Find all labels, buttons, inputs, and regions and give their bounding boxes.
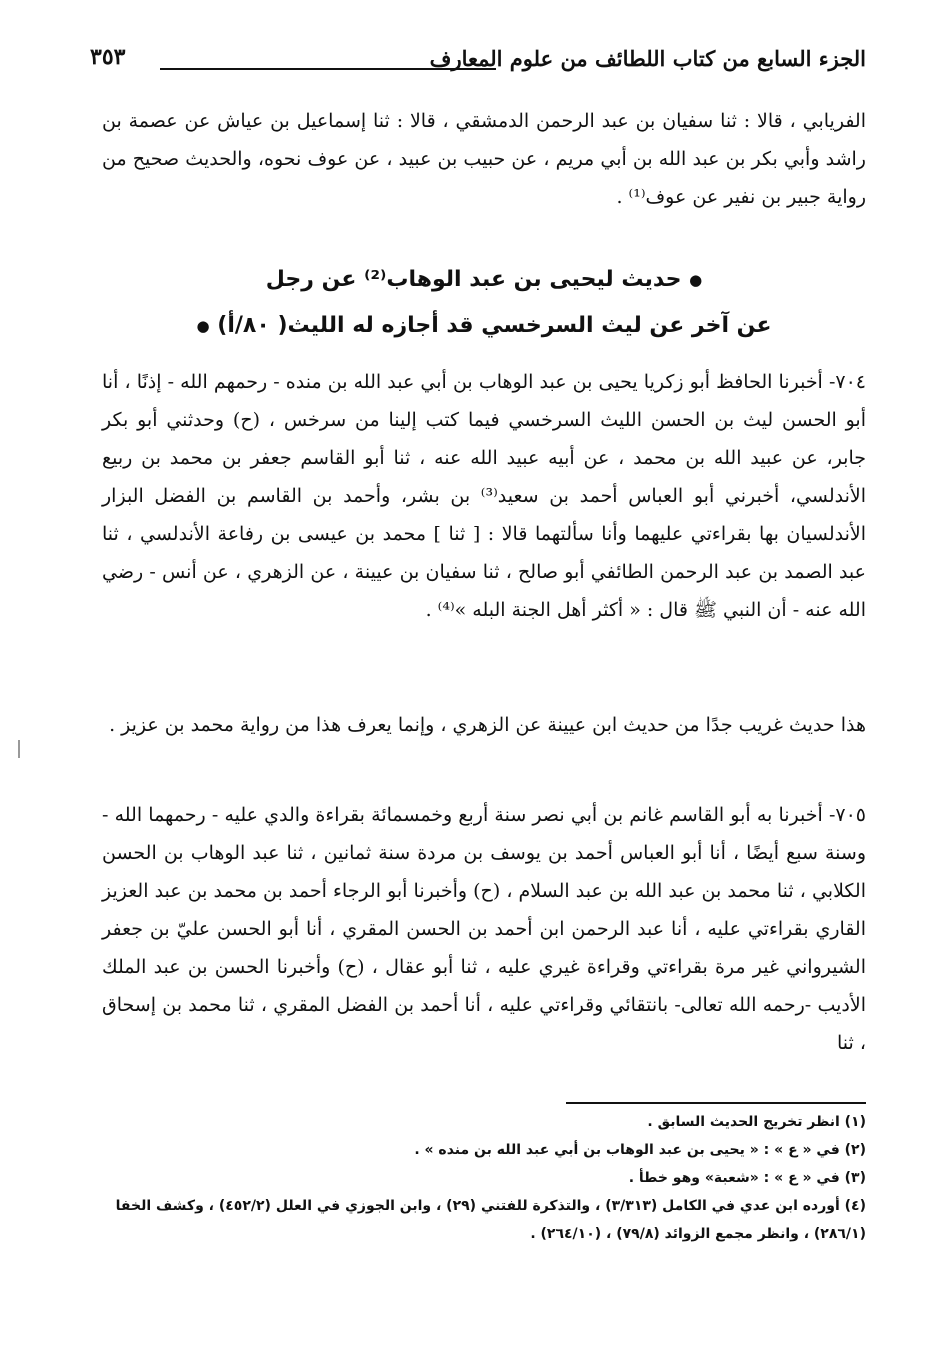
paragraph-text: ٧٠٤- أخبرنا الحافظ أبو زكريا يحيى بن عبد الوهاب بن أبي عبد الله بن منده - رحمهم الله - إذنًا ، أنا أبو الحسن ليث بن الحسن الليث السرخسي فيما كتب إلينا من سرخس ، (ح) وحدثني أبو بكر جابر، عن عبيد الله بن محمد ، عن أبيه عبيد الله عنه ، ثنا أبو القاسم جعفر بن محمد بن ربيع الأندلسي، أخبرني أبو العباس أحمد بن سعيد⁽³⁾ بن بشر، وأحمد بن القاسم بن الفضل البزار الأندلسيان بها بقراءتي عليهما وأنا سألتهما قالا : [ ثنا ] محمد بن عيسى بن رفاعة الأندلسي ، ثنا عبد الصمد بن عبد الرحمن الطائفي أبو صالح ، ثنا سفيان بن عيينة ، عن الزهري ، عن أنس - رضي الله عنه - أن النبي ﷺ قال : « أكثر أهل الجنة البله »⁽⁴⁾ . <box>102 371 866 621</box>
footnotes <box>102 1108 866 1248</box>
header-rule <box>160 68 496 70</box>
section-heading-line-1 <box>102 257 866 303</box>
paragraph-continuation <box>102 102 866 216</box>
hadith-704 <box>102 363 866 629</box>
bullet-icon: ● <box>196 317 210 335</box>
paragraph-text: هذا حديث غريب جدًا من حديث ابن عيينة عن الزهري ، وإنما يعرف هذا من رواية محمد بن عزيز . <box>109 714 866 736</box>
footnote-2: (٢) في « ع » : « يحيى بن عبد الوهاب بن أبي عبد الله بن منده » . <box>414 1142 866 1158</box>
scan-edge-mark <box>18 740 20 758</box>
heading-text: عن آخر عن ليث السرخسي قد أجازه له الليث( ٨٠/أ) <box>217 313 772 338</box>
footnote-separator <box>566 1102 866 1104</box>
footnote-3: (٣) في « ع » : «شعبة» وهو خطأ . <box>628 1170 866 1186</box>
running-header <box>90 40 866 80</box>
header-title: الجزء السابع من كتاب اللطائف من علوم المعارف <box>429 46 866 71</box>
section-heading-line-2 <box>102 303 866 349</box>
footnote-4: (٤) أورده ابن عدي في الكامل (٣/٣١٣) ، والتذكرة للفتني (٢٩) ، وابن الجوزي في العلل (٤٥٢/٢) ، وكشف الخفا (٢٨٦/١) ، وانظر مجمع الزوائد (٧٩/٨) ، (٢٦٤/١٠) . <box>115 1198 866 1242</box>
hadith-705 <box>102 796 866 1062</box>
bullet-icon: ● <box>689 271 703 289</box>
paragraph-text: الفريابي ، قالا : ثنا سفيان بن عبد الرحمن الدمشقي ، قالا : ثنا إسماعيل بن عياش عن عصمة بن راشد وأبي بكر بن عبد الله بن أبي مريم ، عن حبيب بن عبيد ، عن عوف نحوه، والحديث صحيح من رواية جبير بن نفير عن عوف⁽¹⁾ . <box>102 110 866 208</box>
page-number: ٣٥٣ <box>90 44 126 70</box>
paragraph-text: ٧٠٥- أخبرنا به أبو القاسم غانم بن أبي نصر سنة أربع وخمسمائة بقراءة والدي عليه - رحمهما الله - وسنة سبع أيضًا ، أنا أبو العباس أحمد بن يوسف بن مردة سنة ثمانين ، ثنا عبد الوهاب بن الحسن الكلابي ، ثنا محمد بن عبد الله بن عبد السلام ، (ح) وأخبرنا أبو الرجاء أحمد بن محمد بن عبد العزيز القاري بقراءتي عليه ، أنا عبد الرحمن ابن أحمد بن الحسن المقري ، أنا أبو الحسن عليّ بن جعفر الشيرواني غير مرة بقراءتي وقراءة غيري عليه ، ثنا أبو عقال ، (ح) وأخبرنا الحسن بن عبد الملك الأديب -رحمه الله تعالى- بانتقائي وقراءتي عليه ، أنا أحمد بن الفضل المقري ، ثنا محمد بن إسحاق ، ثنا <box>102 804 867 1054</box>
heading-text: حديث ليحيى بن عبد الوهاب⁽²⁾ عن رجل <box>265 267 682 292</box>
footnote-1: (١) انظر تخريج الحديث السابق . <box>647 1114 866 1130</box>
commentary-paragraph <box>102 706 866 744</box>
